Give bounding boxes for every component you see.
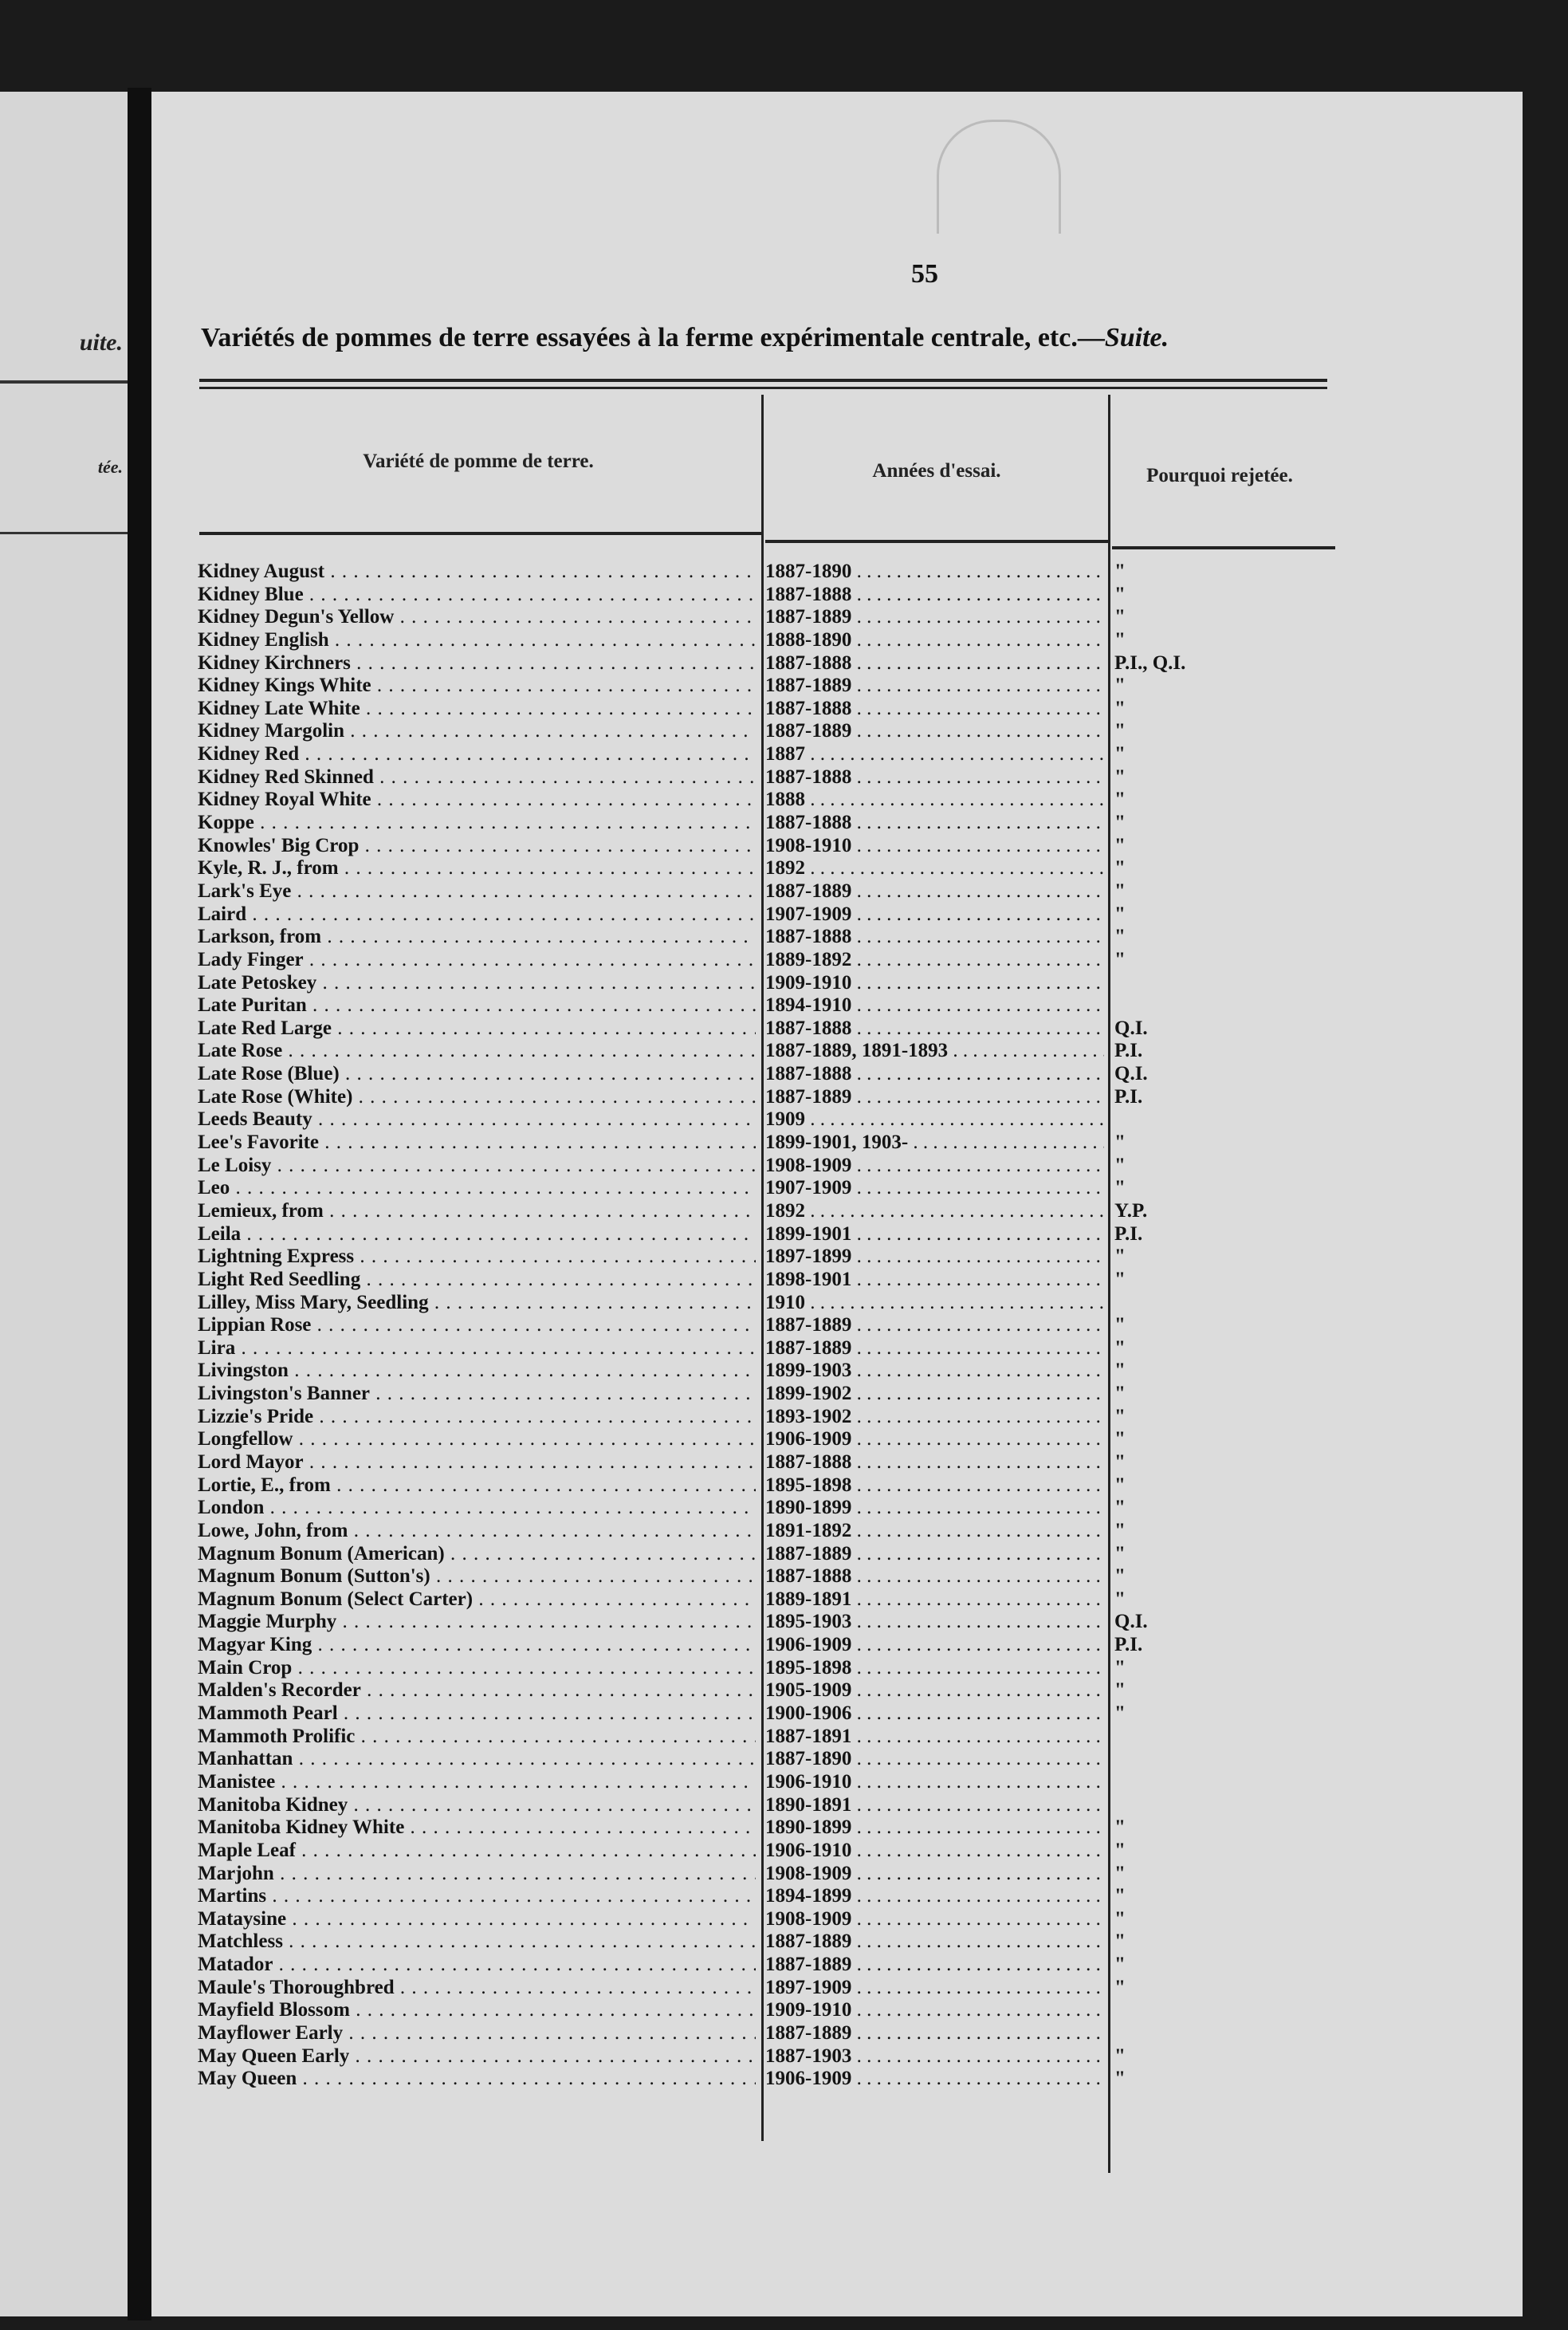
- trial-years: 1895-1898 . . .: [765, 1657, 1104, 1680]
- variety-name: Matchless . . .: [198, 1931, 756, 1954]
- variety-name: Magnum Bonum (Select Carter) . . .: [198, 1588, 756, 1612]
- trial-years: 1889-1892 . . .: [765, 949, 1104, 972]
- variety-name: Manhattan . . .: [198, 1748, 756, 1771]
- trial-years: 1891-1892 . . .: [765, 1520, 1104, 1543]
- table-row: [151, 835, 1523, 858]
- table-row: [151, 1177, 1523, 1200]
- variety-name: Longfellow . . .: [198, 1428, 756, 1451]
- trial-years: 1908-1909 . . .: [765, 1908, 1104, 1931]
- variety-name: Late Petoskey . . .: [198, 972, 756, 995]
- trial-years: 1899-1901 . . .: [765, 1223, 1104, 1246]
- trial-years: 1887-1888 . . .: [765, 1565, 1104, 1588]
- table-row: [151, 972, 1523, 995]
- table-row: [151, 1017, 1523, 1041]
- facing-page-edge: [0, 92, 128, 2316]
- variety-name: Malden's Recorder . . .: [198, 1679, 756, 1702]
- variety-name: Magnum Bonum (American) . . .: [198, 1543, 756, 1566]
- trial-years: 1899-1902 . . .: [765, 1383, 1104, 1406]
- rejection-reason: ": [1114, 948, 1126, 970]
- variety-name: Mataysine . . .: [198, 1908, 756, 1931]
- page-title: [201, 323, 1484, 353]
- table-row: [151, 949, 1523, 972]
- rejection-reason: P.I.: [1114, 1040, 1143, 1062]
- rejection-reason: ": [1114, 1976, 1126, 1998]
- table-row: [151, 926, 1523, 949]
- trial-years: 1906-1909 . . .: [765, 2068, 1104, 2091]
- table-row: [151, 1931, 1523, 1954]
- table-row: [151, 1999, 1523, 2022]
- variety-name: Main Crop . . .: [198, 1657, 756, 1680]
- table-row: [151, 2068, 1523, 2091]
- rejection-reason: ": [1114, 583, 1126, 605]
- rejection-reason: ": [1114, 1885, 1126, 1907]
- variety-name: Maule's Thoroughbred . . .: [198, 1977, 756, 2000]
- variety-name: Kidney Red . . .: [198, 743, 756, 766]
- variety-name: Mayflower Early . . .: [198, 2022, 756, 2045]
- trial-years: 1892 . . .: [765, 1200, 1104, 1223]
- title-text: Variétés de pommes de terre essayées à la ferme expérimentale centrale, etc.—: [201, 323, 1105, 352]
- rejection-reason: ": [1114, 1519, 1126, 1541]
- rejection-reason: ": [1114, 1497, 1126, 1519]
- trial-years: 1887-1903 . . .: [765, 2045, 1104, 2068]
- trial-years: 1887-1889 . . .: [765, 1931, 1104, 1954]
- trial-years: 1898-1901 . . .: [765, 1269, 1104, 1292]
- table-row: [151, 1200, 1523, 1223]
- variety-name: Lowe, John, from . . .: [198, 1520, 756, 1543]
- rejection-reason: ": [1114, 1565, 1126, 1588]
- variety-name: Late Red Large . . .: [198, 1017, 756, 1041]
- table-row: [151, 1977, 1523, 2000]
- trial-years: 1910 . . .: [765, 1292, 1104, 1315]
- rejection-reason: ": [1114, 1954, 1126, 1976]
- rejection-reason: ": [1114, 2068, 1126, 2090]
- variety-name: Maggie Murphy . . .: [198, 1611, 756, 1634]
- rejection-reason: ": [1114, 1314, 1126, 1336]
- table-row: [151, 1451, 1523, 1474]
- rejection-reason: ": [1114, 1839, 1126, 1861]
- table-row: [151, 584, 1523, 607]
- variety-name: Laird . . .: [198, 903, 756, 927]
- variety-name: Lira . . .: [198, 1337, 756, 1360]
- table-row: [151, 1702, 1523, 1726]
- variety-name: Leila . . .: [198, 1223, 756, 1246]
- rejection-reason: Q.I.: [1114, 1063, 1148, 1085]
- trial-years: 1887-1889 . . .: [765, 1337, 1104, 1360]
- title-rule: [199, 379, 1327, 382]
- rejection-reason: ": [1114, 720, 1126, 742]
- table-row: [151, 1634, 1523, 1657]
- rejection-reason: ": [1114, 789, 1126, 811]
- table-row: [151, 629, 1523, 652]
- rejection-reason: ": [1114, 697, 1126, 719]
- table-row: [151, 1679, 1523, 1702]
- rejection-reason: Y.P.: [1114, 1199, 1148, 1222]
- trial-years: 1887-1888 . . .: [765, 926, 1104, 949]
- rejection-reason: ": [1114, 1907, 1126, 1930]
- table-row: [151, 561, 1523, 584]
- rejection-reason: ": [1114, 1428, 1126, 1450]
- variety-name: Magnum Bonum (Sutton's) . . .: [198, 1565, 756, 1588]
- table-row: [151, 1337, 1523, 1360]
- variety-name: Lizzie's Pride . . .: [198, 1406, 756, 1429]
- variety-name: Knowles' Big Crop . . .: [198, 835, 756, 858]
- table-row: [151, 1840, 1523, 1863]
- trial-years: 1908-1909 . . .: [765, 1155, 1104, 1178]
- table-row: [151, 1292, 1523, 1315]
- trial-years: 1887-1888 . . .: [765, 766, 1104, 789]
- trial-years: 1887-1891 . . .: [765, 1726, 1104, 1749]
- rejection-reason: P.I.: [1114, 1085, 1143, 1108]
- variety-table: [151, 561, 1523, 2091]
- table-row: [151, 1406, 1523, 1429]
- variety-name: Kidney Kirchners . . .: [198, 652, 756, 675]
- trial-years: 1895-1898 . . .: [765, 1474, 1104, 1498]
- variety-name: Leeds Beauty . . .: [198, 1108, 756, 1132]
- title-rule: [199, 387, 1327, 389]
- rejection-reason: ": [1114, 834, 1126, 856]
- trial-years: 1887-1889 . . .: [765, 675, 1104, 698]
- trial-years: 1895-1903 . . .: [765, 1611, 1104, 1634]
- variety-name: May Queen Early . . .: [198, 2045, 756, 2068]
- table-row: [151, 1132, 1523, 1155]
- variety-name: Martins . . .: [198, 1885, 756, 1908]
- trial-years: 1893-1902 . . .: [765, 1406, 1104, 1429]
- trial-years: 1889-1891 . . .: [765, 1588, 1104, 1612]
- trial-years: 1907-1909 . . .: [765, 903, 1104, 927]
- table-row: [151, 1543, 1523, 1566]
- table-row: [151, 1063, 1523, 1086]
- rejection-reason: P.I.: [1114, 1634, 1143, 1656]
- variety-name: Larkson, from . . .: [198, 926, 756, 949]
- variety-name: Magyar King . . .: [198, 1634, 756, 1657]
- variety-name: Mammoth Pearl . . .: [198, 1702, 756, 1726]
- table-row: [151, 652, 1523, 675]
- trial-years: 1897-1909 . . .: [765, 1977, 1104, 2000]
- trial-years: 1887-1888 . . .: [765, 812, 1104, 835]
- variety-name: Lightning Express . . .: [198, 1246, 756, 1269]
- table-row: [151, 1611, 1523, 1634]
- table-row: [151, 1497, 1523, 1520]
- trial-years: 1905-1909 . . .: [765, 1679, 1104, 1702]
- rejection-reason: Q.I.: [1114, 1017, 1148, 1039]
- trial-years: 1908-1909 . . .: [765, 1863, 1104, 1886]
- variety-name: Kidney Blue . . .: [198, 584, 756, 607]
- table-row: [151, 857, 1523, 880]
- table-row: [151, 1474, 1523, 1498]
- rejection-reason: ": [1114, 812, 1126, 834]
- trial-years: 1906-1910 . . .: [765, 1771, 1104, 1794]
- trial-years: 1909-1910 . . .: [765, 1999, 1104, 2022]
- trial-years: 1887-1889 . . .: [765, 1543, 1104, 1566]
- variety-name: Kyle, R. J., from . . .: [198, 857, 756, 880]
- rejection-reason: ": [1114, 1450, 1126, 1473]
- variety-name: Manitoba Kidney White . . .: [198, 1816, 756, 1840]
- trial-years: 1900-1906 . . .: [765, 1702, 1104, 1726]
- rejection-reason: ": [1114, 1154, 1126, 1176]
- variety-name: Lark's Eye . . .: [198, 880, 756, 903]
- trial-years: 1887-1889 . . .: [765, 880, 1104, 903]
- variety-name: Late Rose (White) . . .: [198, 1086, 756, 1109]
- table-row: [151, 743, 1523, 766]
- rejection-reason: ": [1114, 1679, 1126, 1702]
- table-row: [151, 1360, 1523, 1383]
- rejection-reason: ": [1114, 1132, 1126, 1154]
- table-row: [151, 766, 1523, 789]
- table-row: [151, 1040, 1523, 1063]
- rejection-reason: ": [1114, 766, 1126, 788]
- trial-years: 1887-1889 . . .: [765, 1086, 1104, 1109]
- table-row: [151, 1771, 1523, 1794]
- variety-name: London . . .: [198, 1497, 756, 1520]
- rejection-reason: ": [1114, 1542, 1126, 1564]
- header-rule: [1112, 546, 1335, 549]
- variety-name: Lilley, Miss Mary, Seedling . . .: [198, 1292, 756, 1315]
- trial-years: 1899-1903 . . .: [765, 1360, 1104, 1383]
- header-rule: [765, 540, 1108, 543]
- trial-years: 1887-1889 . . .: [765, 606, 1104, 629]
- trial-years: 1892 . . .: [765, 857, 1104, 880]
- facing-page-fragment: uite.: [79, 329, 123, 356]
- rejection-reason: ": [1114, 1588, 1126, 1610]
- variety-name: Mayfield Blossom . . .: [198, 1999, 756, 2022]
- variety-name: Le Loisy . . .: [198, 1155, 756, 1178]
- facing-page-rule: [0, 380, 128, 384]
- trial-years: 1887-1888 . . .: [765, 584, 1104, 607]
- title-continued: Suite.: [1104, 323, 1169, 352]
- variety-name: Kidney Degun's Yellow . . .: [198, 606, 756, 629]
- variety-name: Marjohn . . .: [198, 1863, 756, 1886]
- document-page: [151, 92, 1523, 2316]
- trial-years: 1887-1888 . . .: [765, 1017, 1104, 1041]
- variety-name: Lemieux, from . . .: [198, 1200, 756, 1223]
- table-row: [151, 1588, 1523, 1612]
- trial-years: 1909-1910 . . .: [765, 972, 1104, 995]
- trial-years: 1890-1899 . . .: [765, 1816, 1104, 1840]
- variety-name: Livingston . . .: [198, 1360, 756, 1383]
- table-row: [151, 1565, 1523, 1588]
- table-row: [151, 1086, 1523, 1109]
- variety-name: Matador . . .: [198, 1954, 756, 1977]
- trial-years: 1887-1889 . . .: [765, 2022, 1104, 2045]
- pencil-mark: [937, 120, 1061, 234]
- variety-name: Kidney Kings White . . .: [198, 675, 756, 698]
- facing-page-fragment: tée.: [97, 457, 123, 477]
- variety-name: Leo . . .: [198, 1177, 756, 1200]
- trial-years: 1887 . . .: [765, 743, 1104, 766]
- rejection-reason: Q.I.: [1114, 1611, 1148, 1633]
- trial-years: 1887-1889 . . .: [765, 1314, 1104, 1337]
- table-row: [151, 1863, 1523, 1886]
- table-row: [151, 1428, 1523, 1451]
- column-header-variety: Variété de pomme de terre.: [363, 451, 594, 472]
- table-row: [151, 606, 1523, 629]
- trial-years: 1887-1889 . . .: [765, 1954, 1104, 1977]
- table-row: [151, 1794, 1523, 1817]
- variety-name: Lord Mayor . . .: [198, 1451, 756, 1474]
- variety-name: Lortie, E., from . . .: [198, 1474, 756, 1498]
- variety-name: Kidney August . . .: [198, 561, 756, 584]
- rejection-reason: ": [1114, 1931, 1126, 1953]
- table-row: [151, 675, 1523, 698]
- trial-years: 1887-1889 . . .: [765, 720, 1104, 743]
- variety-name: Late Rose . . .: [198, 1040, 756, 1063]
- rejection-reason: ": [1114, 1656, 1126, 1679]
- variety-name: Light Red Seedling . . .: [198, 1269, 756, 1292]
- trial-years: 1906-1909 . . .: [765, 1428, 1104, 1451]
- table-row: [151, 720, 1523, 743]
- table-row: [151, 2045, 1523, 2068]
- table-row: [151, 1155, 1523, 1178]
- trial-years: 1887-1888 . . .: [765, 698, 1104, 721]
- table-row: [151, 1885, 1523, 1908]
- table-row: [151, 698, 1523, 721]
- variety-name: Kidney Red Skinned . . .: [198, 766, 756, 789]
- variety-name: Kidney English . . .: [198, 629, 756, 652]
- table-row: [151, 789, 1523, 812]
- rejection-reason: ": [1114, 2045, 1126, 2067]
- rejection-reason: ": [1114, 1862, 1126, 1884]
- table-row: [151, 1314, 1523, 1337]
- trial-years: 1907-1909 . . .: [765, 1177, 1104, 1200]
- variety-name: Lee's Favorite . . .: [198, 1132, 756, 1155]
- column-header-years: Années d'essai.: [872, 460, 1001, 482]
- table-row: [151, 880, 1523, 903]
- header-rule: [199, 532, 761, 535]
- trial-years: 1899-1901, 1903- . . .: [765, 1132, 1104, 1155]
- variety-name: Koppe . . .: [198, 812, 756, 835]
- trial-years: 1887-1889, 1891-1893 . . .: [765, 1040, 1104, 1063]
- rejection-reason: P.I.: [1114, 1222, 1143, 1245]
- rejection-reason: ": [1114, 926, 1126, 948]
- variety-name: Manistee . . .: [198, 1771, 756, 1794]
- trial-years: 1909 . . .: [765, 1108, 1104, 1132]
- variety-name: Lippian Rose . . .: [198, 1314, 756, 1337]
- rejection-reason: ": [1114, 857, 1126, 880]
- table-row: [151, 2022, 1523, 2045]
- variety-name: Kidney Margolin . . .: [198, 720, 756, 743]
- table-row: [151, 1223, 1523, 1246]
- trial-years: 1888-1890 . . .: [765, 629, 1104, 652]
- trial-years: 1894-1910 . . .: [765, 994, 1104, 1017]
- table-row: [151, 1954, 1523, 1977]
- rejection-reason: ": [1114, 1360, 1126, 1382]
- rejection-reason: ": [1114, 628, 1126, 651]
- rejection-reason: ": [1114, 1474, 1126, 1496]
- book-gutter: [128, 88, 151, 2320]
- variety-name: May Queen . . .: [198, 2068, 756, 2091]
- variety-name: Kidney Royal White . . .: [198, 789, 756, 812]
- variety-name: Mammoth Prolific . . .: [198, 1726, 756, 1749]
- rejection-reason: ": [1114, 1336, 1126, 1359]
- variety-name: Late Puritan . . .: [198, 994, 756, 1017]
- rejection-reason: ": [1114, 903, 1126, 925]
- table-row: [151, 1108, 1523, 1132]
- trial-years: 1908-1910 . . .: [765, 835, 1104, 858]
- table-row: [151, 994, 1523, 1017]
- trial-years: 1887-1888 . . .: [765, 1063, 1104, 1086]
- facing-page-rule: [0, 532, 128, 534]
- trial-years: 1887-1888 . . .: [765, 652, 1104, 675]
- rejection-reason: ": [1114, 1246, 1126, 1268]
- variety-name: Maple Leaf . . .: [198, 1840, 756, 1863]
- table-row: [151, 812, 1523, 835]
- variety-name: Lady Finger . . .: [198, 949, 756, 972]
- rejection-reason: ": [1114, 1405, 1126, 1427]
- trial-years: 1906-1909 . . .: [765, 1634, 1104, 1657]
- trial-years: 1887-1890 . . .: [765, 561, 1104, 584]
- table-row: [151, 1748, 1523, 1771]
- rejection-reason: ": [1114, 1268, 1126, 1290]
- trial-years: 1890-1899 . . .: [765, 1497, 1104, 1520]
- table-row: [151, 1657, 1523, 1680]
- table-row: [151, 1520, 1523, 1543]
- rejection-reason: ": [1114, 1177, 1126, 1199]
- rejection-reason: ": [1114, 1816, 1126, 1839]
- variety-name: Livingston's Banner . . .: [198, 1383, 756, 1406]
- rejection-reason: ": [1114, 1702, 1126, 1725]
- rejection-reason: ": [1114, 743, 1126, 766]
- table-row: [151, 903, 1523, 927]
- rejection-reason: ": [1114, 880, 1126, 902]
- trial-years: 1906-1910 . . .: [765, 1840, 1104, 1863]
- table-row: [151, 1269, 1523, 1292]
- trial-years: 1887-1888 . . .: [765, 1451, 1104, 1474]
- trial-years: 1890-1891 . . .: [765, 1794, 1104, 1817]
- table-row: [151, 1383, 1523, 1406]
- table-row: [151, 1726, 1523, 1749]
- table-row: [151, 1246, 1523, 1269]
- variety-name: Kidney Late White . . .: [198, 698, 756, 721]
- trial-years: 1894-1899 . . .: [765, 1885, 1104, 1908]
- table-row: [151, 1908, 1523, 1931]
- rejection-reason: P.I., Q.I.: [1114, 651, 1186, 674]
- rejection-reason: ": [1114, 675, 1126, 697]
- rejection-reason: ": [1114, 561, 1126, 582]
- variety-name: Late Rose (Blue) . . .: [198, 1063, 756, 1086]
- page-number: 55: [911, 259, 938, 289]
- rejection-reason: ": [1114, 1383, 1126, 1405]
- trial-years: 1897-1899 . . .: [765, 1246, 1104, 1269]
- trial-years: 1888 . . .: [765, 789, 1104, 812]
- column-header-reason: Pourquoi rejetée.: [1146, 465, 1293, 486]
- variety-name: Manitoba Kidney . . .: [198, 1794, 756, 1817]
- trial-years: 1887-1890 . . .: [765, 1748, 1104, 1771]
- rejection-reason: ": [1114, 606, 1126, 628]
- table-row: [151, 1816, 1523, 1840]
